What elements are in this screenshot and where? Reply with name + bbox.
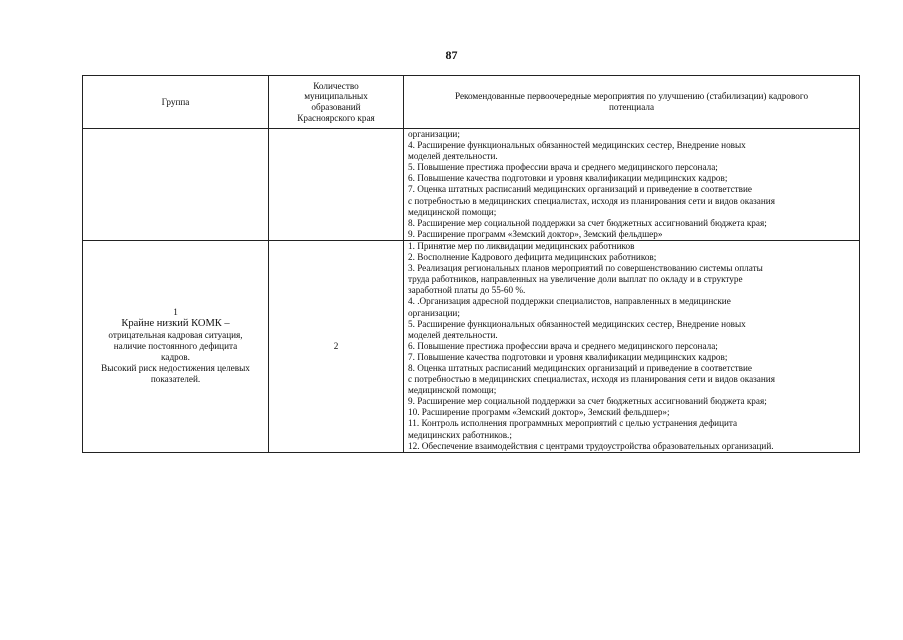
- measure-line: 7. Повышение качества подготовки и уровня квалификации медицинских кадров;: [408, 351, 728, 362]
- measure-line: 11. Контроль исполнения программных мероприятий с целью устранения дефицита: [408, 418, 738, 429]
- measure-line: 6. Повышение качества подготовки и уровня квалификации медицинских кадров;: [408, 173, 728, 184]
- group-line: показателей.: [150, 374, 201, 385]
- group-cell: [83, 129, 269, 241]
- table-header-row: [83, 76, 860, 129]
- group-cell: [83, 240, 269, 452]
- measure-line: 8. Расширение мер социальной поддержки за счет бюджетных ассигнований бюджета края;: [408, 217, 767, 228]
- measure-line: с потребностью в медицинских специалистах, исходя из планирования сети и видов оказания: [408, 195, 775, 206]
- measure-line: организации;: [408, 129, 460, 139]
- group-line: 1: [173, 307, 178, 318]
- count-cell: 2: [269, 240, 404, 452]
- measure-line: 9. Расширение программ «Земский доктор», Земский фельдшер»: [408, 228, 663, 239]
- table-row: [83, 129, 860, 241]
- measure-line: организации;: [408, 307, 460, 318]
- measure-line: 10. Расширение программ «Земский доктор», Земский фельдшер»;: [408, 407, 670, 418]
- measure-line: 12. Обеспечение взаимодействия с центрами трудоустройства образовательных организаций.: [408, 440, 774, 451]
- measure-line: медицинской помощи;: [408, 206, 497, 217]
- measure-line: 4. .Организация адресной поддержки специалистов, направленных в медицинские: [408, 296, 731, 307]
- group-line: кадров.: [161, 351, 190, 362]
- page-number: 87: [445, 48, 458, 62]
- header-count-line: муниципальных: [304, 91, 368, 102]
- table-row: [83, 240, 860, 452]
- measures-cell: [404, 240, 860, 452]
- measures-cell: [404, 129, 860, 241]
- measures-table: [82, 75, 860, 453]
- measure-line: моделей деятельности.: [408, 329, 498, 340]
- group-line: Крайне низкий КОМК –: [121, 318, 230, 330]
- header-count: [269, 76, 404, 129]
- measure-line: моделей деятельности.: [408, 151, 498, 162]
- header-measures: [404, 76, 860, 129]
- measure-line: медицинских работников.;: [408, 429, 512, 440]
- measure-line: 8. Оценка штатных расписаний медицинских организаций и приведение в соответствие: [408, 362, 753, 373]
- measure-line: 5. Расширение функциональных обязанностей медицинских сестер, Внедрение новых: [408, 318, 746, 329]
- measure-line: 6. Повышение престижа профессии врача и среднего медицинского персонала;: [408, 340, 718, 351]
- header-count-line: Количество: [313, 80, 359, 91]
- measure-line: медицинской помощи;: [408, 385, 497, 396]
- header-measures-line: Рекомендованные первоочередные мероприятия по улучшению (стабилизации) кадрового: [454, 91, 809, 102]
- measure-line: 2. Восполнение Кадрового дефицита медицинских работников;: [408, 252, 657, 263]
- group-line: отрицательная кадровая ситуация,: [108, 329, 243, 340]
- measure-line: 4. Расширение функциональных обязанностей медицинских сестер, Внедрение новых: [408, 140, 746, 151]
- measure-line: 1. Принятие мер по ликвидации медицинских работников: [408, 240, 635, 251]
- count-cell: [269, 129, 404, 241]
- measure-line: 9. Расширение мер социальной поддержки за счет бюджетных ассигнований бюджета края;: [408, 396, 767, 407]
- measure-line: 7. Оценка штатных расписаний медицинских организаций и приведение в соответствие: [408, 184, 753, 195]
- measure-line: с потребностью в медицинских специалистах, исходя из планирования сети и видов оказания: [408, 374, 775, 385]
- measure-line: 3. Реализация региональных планов мероприятий по совершенствованию системы оплаты: [408, 263, 763, 274]
- header-count-line: образований: [311, 102, 361, 112]
- measure-line: заработной платы до 55-60 %.: [408, 285, 526, 296]
- group-line: наличие постоянного дефицита: [113, 340, 238, 351]
- measure-line: труда работников, направленных на увеличение доли выплат по окладу и в структуре: [408, 274, 743, 285]
- header-group: Группа: [83, 76, 269, 129]
- header-measures-line: потенциала: [608, 102, 655, 112]
- group-line: Высокий риск недостижения целевых: [101, 363, 250, 374]
- measure-line: 5. Повышение престижа профессии врача и среднего медицинского персонала;: [408, 162, 718, 173]
- header-count-line: Красноярского края: [297, 112, 375, 123]
